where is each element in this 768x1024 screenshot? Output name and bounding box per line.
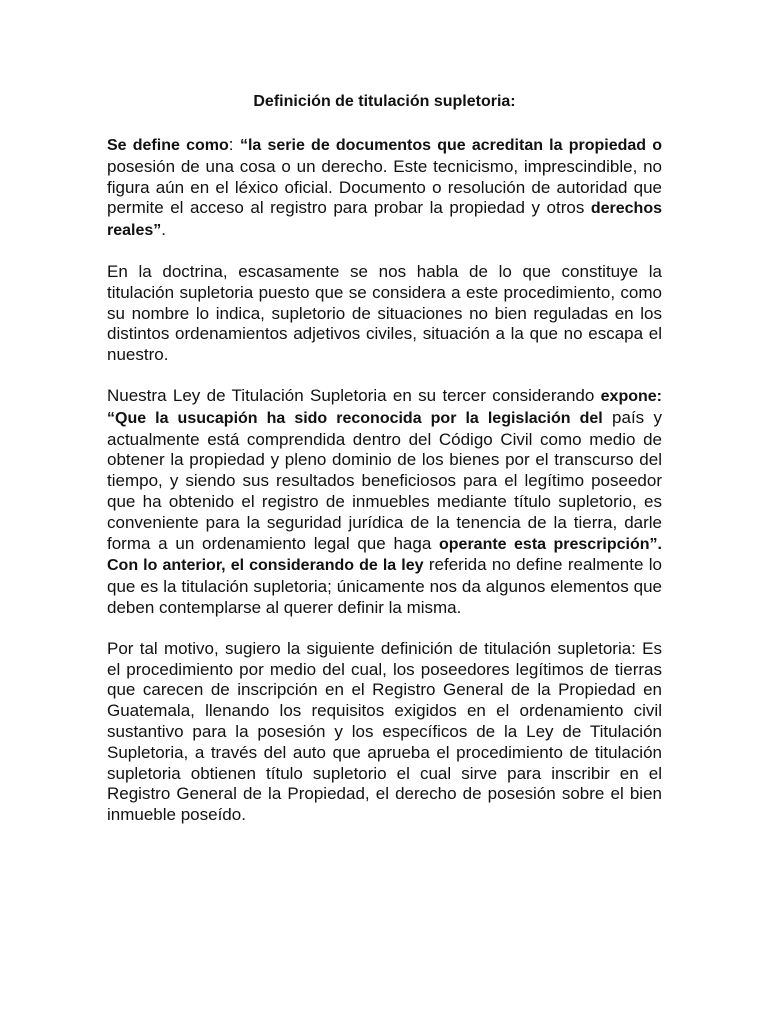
definition-colon: : — [228, 135, 240, 154]
law-quote-end: operante esta prescripción”. Con lo anterior, el considerando de la ley — [107, 535, 662, 575]
definition-body: posesión de una cosa o un derecho. Este tecnicismo, imprescindible, no figura aún en el léxico oficial. Documento o resolución de autoridad que permite el acceso al registro para probar la propiedad y otros — [107, 156, 662, 218]
document-page — [107, 92, 662, 846]
definition-quote-end: derechos reales” — [107, 200, 662, 240]
definition-quote-start: “la serie de documentos que acreditan la propiedad o — [239, 137, 663, 154]
document-title: Definición de titulación supletoria: — [253, 93, 516, 110]
law-body: país y actualmente está comprendida dentro del Código Civil como medio de obtener la propiedad y pleno dominio de los bienes por el transcurso del tiempo, y siendo sus resultados beneficiosos para el legítimo poseedor que ha obtenido el registro de inmuebles mediante título supletorio, es conveniente para la seguridad jurídica de la tenencia de la tierra, darle forma a un ordenamiento legal que haga — [107, 407, 662, 553]
paragraph-law — [107, 386, 662, 619]
law-tail: referida no define realmente lo que es la titulación supletoria; únicamente nos da algunos elementos que deben contemplarse al querer definir la misma. — [107, 555, 663, 617]
paragraph-proposed-definition: Por tal motivo, sugiero la siguiente definición de titulación supletoria: Es el procedimiento por medio del cual, los poseedores legítimos de tierras que carecen de inscripción en el Registro General de la Propiedad en Guatemala, llenando los requisitos exigidos en el ordenamiento civil sustantivo para la posesión y los específicos de la Ley de Titulación Supletoria, a través del auto que aprueba el procedimiento de titulación supletoria obtienen título supletorio el cual sirve para inscribir en el Registro General de la Propiedad, el derecho de posesión sobre el bien inmueble poseído. — [107, 638, 662, 825]
definition-lead: Se define como — [107, 137, 229, 154]
definition-period: . — [161, 220, 166, 240]
paragraph-doctrine: En la doctrina, escasamente se nos habla de lo que constituye la titulación supletoria puesto que se considera a este procedimiento, como su nombre lo indica, supletorio de situaciones no bien reguladas en los distintos ordenamientos adjetivos civiles, situación a la que no escapa el nuestro. — [107, 261, 662, 365]
law-lead: Nuestra Ley de Titulación Supletoria en su tercer considerando — [107, 385, 601, 405]
paragraph-definition — [107, 135, 662, 242]
law-quote-start: expone: “Que la usucapión ha sido reconocida por la legislación del — [107, 387, 662, 427]
